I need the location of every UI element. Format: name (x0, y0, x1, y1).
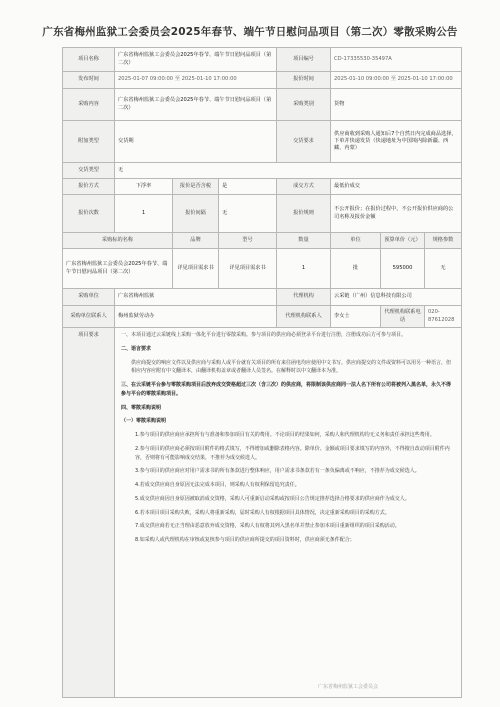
buyer-value: 广东省梅州监狱 (115, 289, 277, 306)
agency-contact-label: 代理机构联系人 (277, 306, 331, 328)
notes-line: 供应商提交的响应文件以及供应商与采购人或平台就有关项目的所有来往函电均应使用中文书写。供应商提交的文件或资料可以用另一种语言，但相应内容应附有中文翻译本，由翻译机构盖章或者翻译人员签名。在解释时以中文翻译本为准。 (131, 359, 452, 375)
delivery-mode-label: 附加类型 (63, 121, 115, 163)
quote-allow-label: 报价是否含税 (173, 179, 219, 195)
notes-line: 四、零散采购说明 (121, 404, 162, 411)
publish-time-value: 2025-01-07 09:00:00 至 2025-01-10 17:00:00 (115, 72, 277, 89)
notes-line: 5.成交供应商因自身原因被取消成交资格，采购人可重新启动采购或按项目公告规定推荐选择合格要求的供应商作为成交人。 (135, 495, 410, 502)
quote-interval-value: 无 (219, 195, 277, 233)
notes-line: 3.参与项目的供应商应对用户需求书的所有条款进行整体响应，用户需求书条款若有一条负偏离或不响应，不推荐为成交候选人。 (135, 468, 420, 475)
quote-interval-label: 报价间隔 (173, 195, 219, 233)
delivery-desc-value: 供应商收到采购人通知后7个自然日内完成商品选择，下单并快递发货（快递地址为中国境内除新疆、西藏、内蒙） (331, 121, 462, 163)
quote-rule-label: 报价规则 (277, 195, 331, 233)
buyer-label: 采购单位 (63, 289, 115, 306)
notes-line: 一、本项目通过云采链线上采购一体化平台进行零散采购。参与项目的供应商必须登录平台进行注册，注册成功后方可参与项目。 (121, 332, 407, 338)
delivery-mode-value: 交货期 (115, 121, 277, 163)
project-name-value: 广东省梅州监狱工会委员会2025年春节、端午节日慰问品项目（第二次） (115, 48, 277, 72)
trade-type-label: 交货类型 (63, 163, 115, 179)
notes-line: 8.如采购人或代理机构在审核或复核参与项目的供应商所提交的项目资料时，供应商须无条件配合； (135, 537, 355, 543)
notes-line: 1.参与项目的供应商应承担所有与准备和参加项目有关的费用。不论项目的结果如何，采购人和代理机构均无义务和责任承担这些费用。 (135, 432, 435, 438)
items-header-spec: 规格参数 (425, 233, 462, 249)
agency-label: 代理机构 (277, 289, 331, 306)
purchase-content-value: 广东省梅州监狱工会委员会2025年春节、端午节日慰问品项目（第二次） (115, 89, 277, 121)
notes-line: 三、在云采链平台参与零散采购项目后放弃成交资格超过三次（含三次）的供应商，将限制该供应商同一法人名下所有公司将被列入黑名单，永久不得参与平台的零散采购项目。 (121, 382, 452, 397)
page-title: 广东省梅州监狱工会委员会2025年春节、端午节日慰问品项目（第二次）零散采购公告 (42, 26, 458, 38)
item-spec: 无 (425, 249, 462, 289)
publish-time-label: 发布时间 (63, 72, 115, 89)
purchase-content-label: 采购内容 (63, 89, 115, 121)
agency-phone-value: 020-87612028 (425, 306, 462, 328)
notes-line: 6.若本项目项目采购失败，采购人将重新采购，届时采购人有权根据项目具体情况，决定重新采购项目的采购方式。 (135, 509, 390, 516)
notes-content (115, 328, 462, 698)
deal-mode-value: 最低价成交 (331, 179, 462, 195)
agency-value: 云采链（广州）信息科技有限公司 (331, 289, 462, 306)
notes-line: （一）零散采购说明 (121, 418, 167, 425)
item-name: 广东省梅州监狱工会委员会2025年春节、端午节日慰问品项目（第二次） (63, 249, 173, 289)
purchase-type-value: 货物 (331, 89, 462, 121)
quote-count-value: 1 (115, 195, 173, 233)
project-code-label: 项目编号 (277, 48, 331, 72)
item-price: 595000 (381, 249, 425, 289)
quote-mode-label: 报价方式 (63, 179, 115, 195)
quote-count-label: 报价次数 (63, 195, 115, 233)
item-qty: 1 (277, 249, 331, 289)
announcement-table (62, 47, 462, 698)
notes-line: 7.成交供应商若无正当理由恶意放弃成交资格，采购人有权将其列入黑名单并禁止参加本项目重新组织的项目采购活动。 (135, 523, 400, 530)
sign-line: 广东省梅州监狱工会委员会 (318, 684, 379, 690)
items-header-unit: 单位 (331, 233, 381, 249)
agency-phone-label: 代理机构联系电话 (381, 306, 425, 328)
item-brand: 详见项目需求书 (173, 249, 219, 289)
project-name-label: 项目名称 (63, 48, 115, 72)
buyer-contact-label: 采购单位联系人 (63, 306, 115, 328)
item-model: 详见项目需求书 (219, 249, 277, 289)
quote-rule-value: 不公开报价；在报价过程中，不公开报价供应商的公司名称及报价金额 (331, 195, 462, 233)
quote-allow-value: 是 (219, 179, 277, 195)
notes-label: 项目要求 (63, 328, 115, 698)
notes-line: 2.参与项目的供应商必须按项目附件的格式填写，不得增加或删除表格内容。除单价、金额或项目要求填写的内容外，不得擅自改动项目附件内容，否则将有可能影响成交结果，不推荐为成交候选人。 (135, 445, 450, 461)
items-header-name: 采购标的名称 (63, 233, 173, 249)
items-header-qty: 数量 (277, 233, 331, 249)
items-header-price: 预算单价（元） (381, 233, 425, 249)
quote-mode-value: 下浮率 (115, 179, 173, 195)
buyer-contact-value: 梅州监狱劳动办 (115, 306, 277, 328)
deal-mode-label: 成交方式 (277, 179, 331, 195)
item-unit: 批 (331, 249, 381, 289)
trade-type-value: 无 (115, 163, 462, 179)
notes-line: 4.若成交供应商自身原因无法完成本项目，则采购人有权利保留追究责任。 (135, 482, 300, 488)
quote-time-label: 报价时间 (277, 72, 331, 89)
items-header-brand: 品牌 (173, 233, 219, 249)
purchase-type-label: 采购类别 (277, 89, 331, 121)
notes-line: 二、语言要求 (121, 345, 152, 352)
delivery-desc-label: 交货要求 (277, 121, 331, 163)
project-code-value: CD-17335530-35497A (331, 48, 462, 72)
agency-contact-value: 李女士 (331, 306, 381, 328)
quote-time-value: 2025-01-10 09:00:00 至 2025-01-10 17:00:00 (331, 72, 462, 89)
items-header-model: 型号 (219, 233, 277, 249)
table-row (63, 249, 462, 289)
